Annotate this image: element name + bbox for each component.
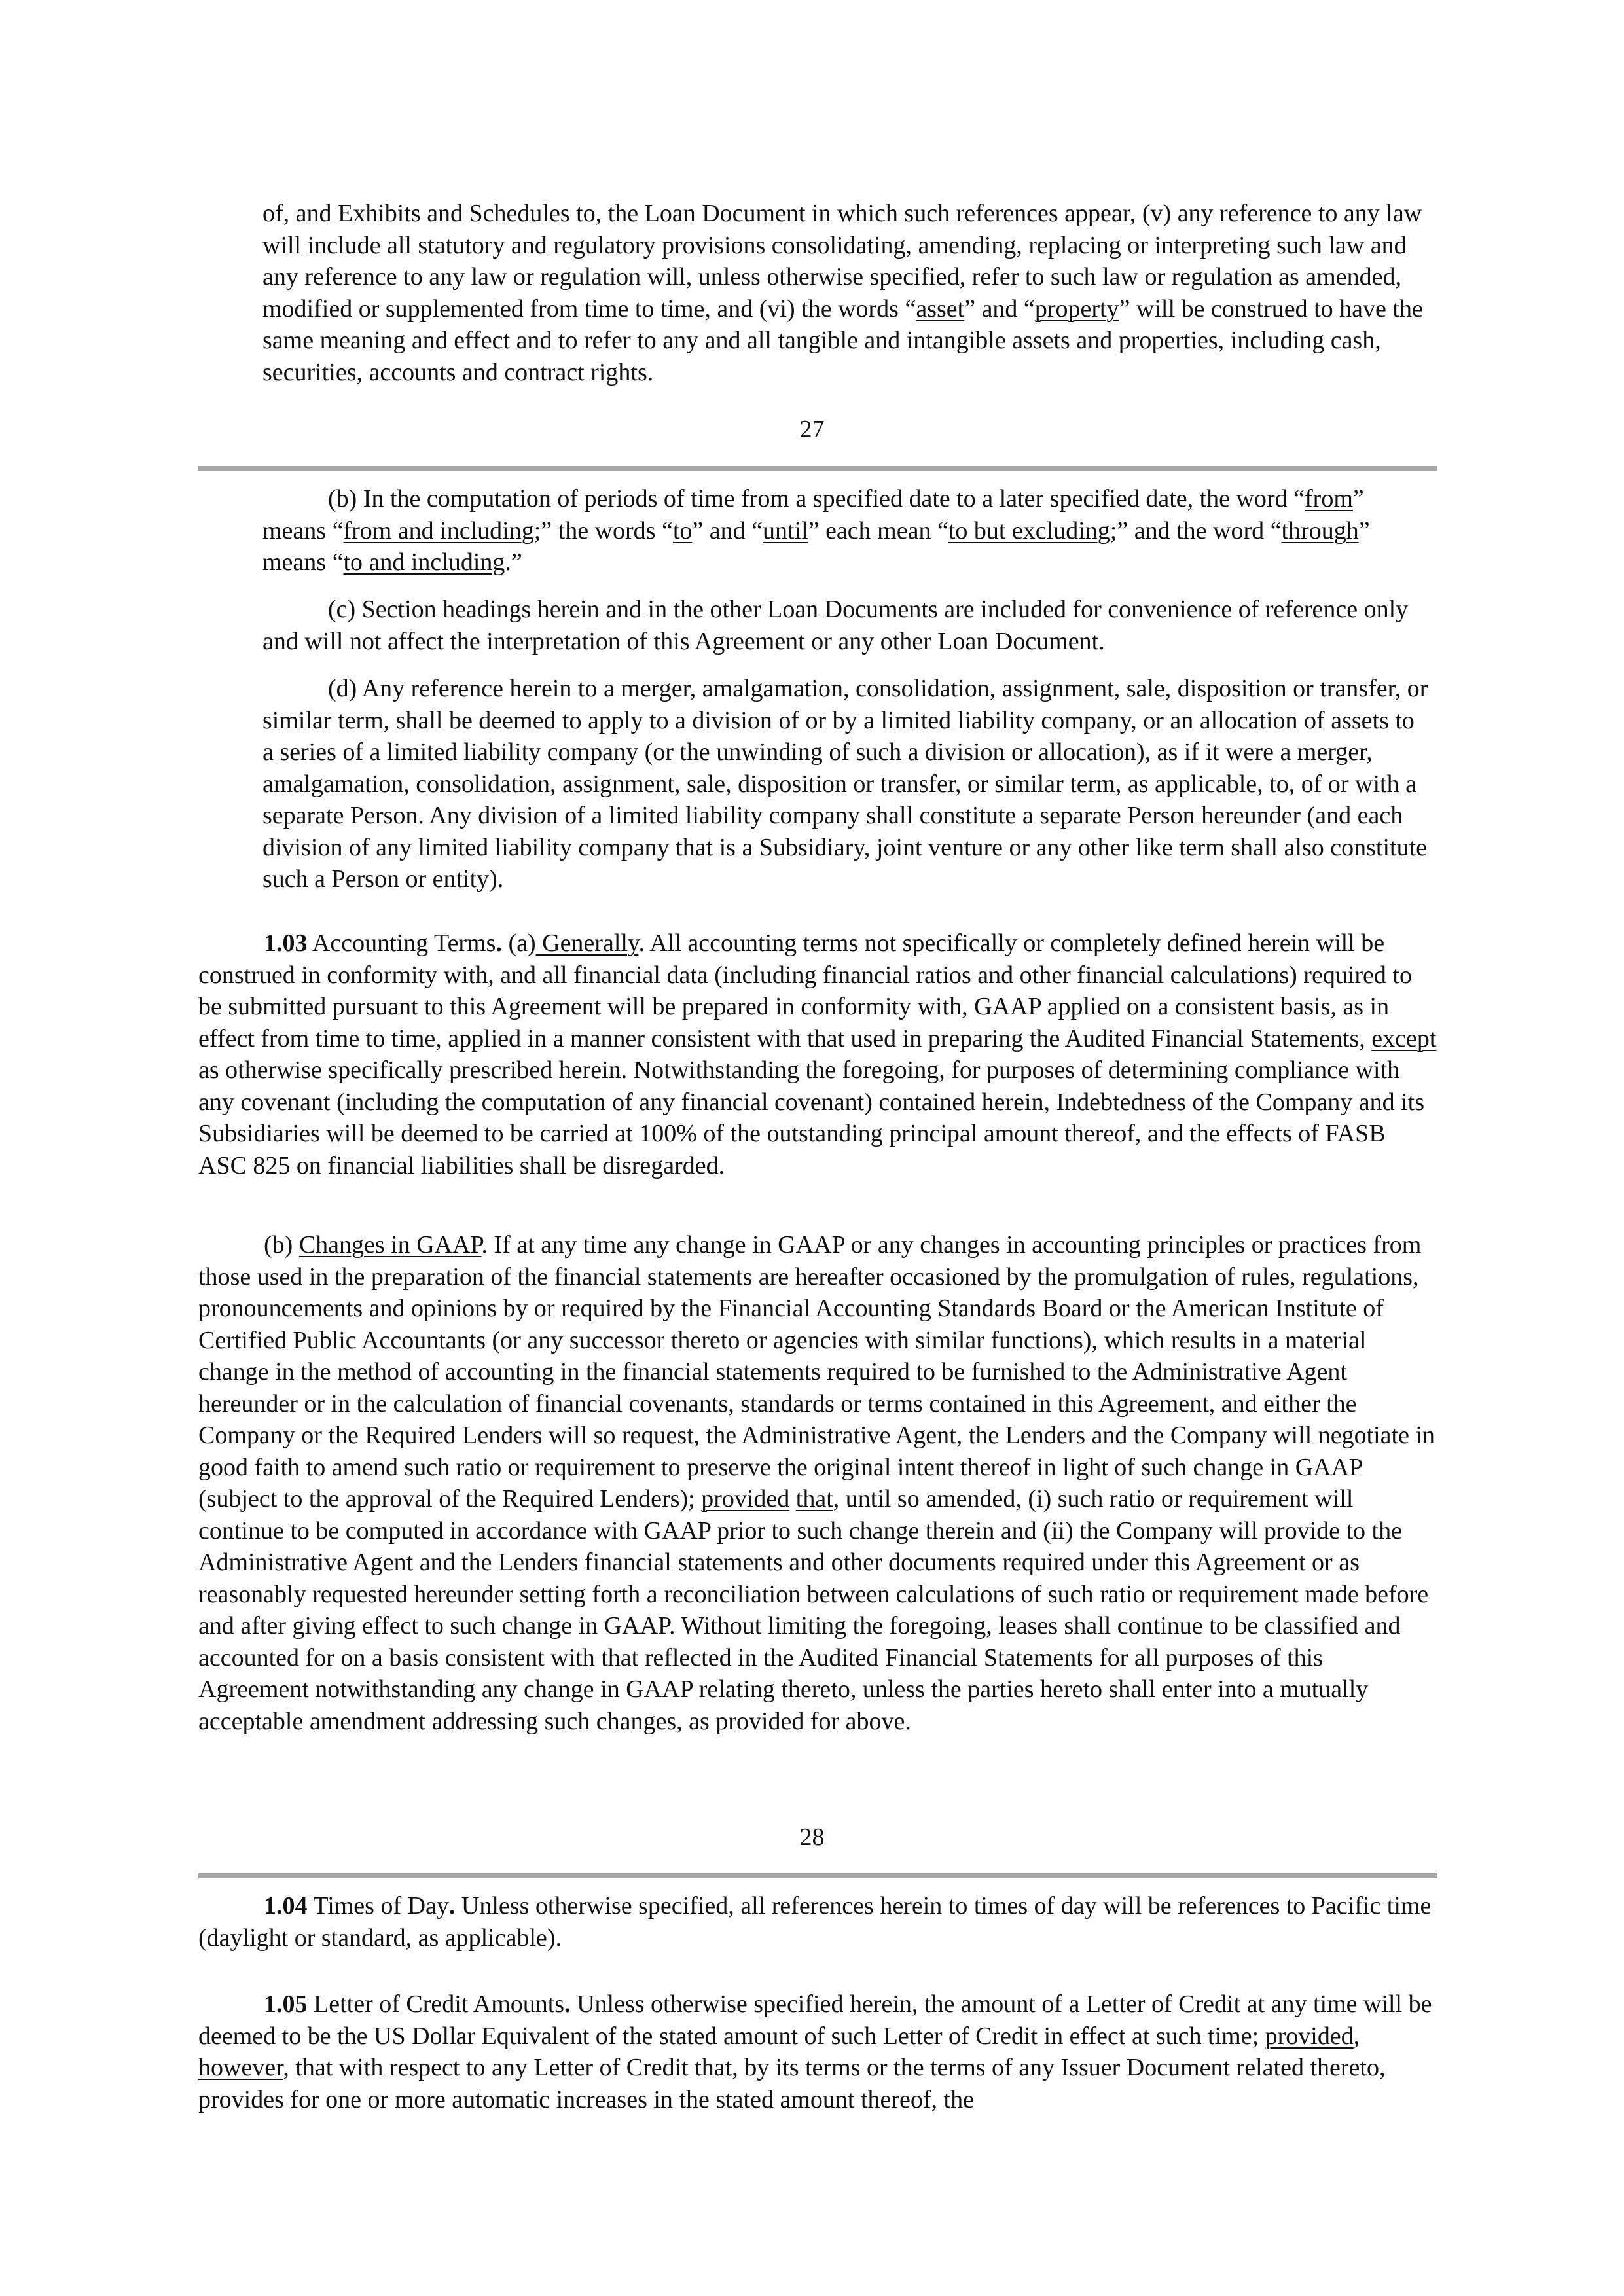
term-generally: Generally bbox=[535, 929, 639, 957]
section-number: 1.03 bbox=[264, 929, 308, 957]
term-changes-in-gaap: Changes in GAAP bbox=[298, 1231, 482, 1259]
page-break-rule bbox=[198, 1873, 1437, 1878]
section-1-05-letter-of-credit-amounts: 1.05 Letter of Credit Amounts. Unless otherwise specified herein, the amount of a Letter of Credit at any time will be deemed to be the US Dollar Equivalent of the stated amount of such Letter of Credit in effect at such time; provided, however, that with respect to any Letter of Credit that, by its terms or the terms of any Issuer Document related thereto, provides for one or more automatic increases in the stated amount thereof, the bbox=[198, 1990, 1432, 2113]
term-however: however bbox=[198, 2054, 283, 2081]
section-number: 1.04 bbox=[264, 1892, 308, 1920]
section-1-04-times-of-day: 1.04 Times of Day. Unless otherwise specified, all references herein to times of day will be references to Pacific time (daylight or standard, as applicable). bbox=[198, 1892, 1432, 1952]
page-break-rule bbox=[198, 466, 1437, 471]
term-property: property bbox=[1034, 295, 1119, 323]
term-to-but-excluding: to but excluding bbox=[948, 516, 1110, 545]
term-provided: provided bbox=[701, 1485, 790, 1513]
term-except: except bbox=[1371, 1024, 1437, 1052]
section-title: Accounting Terms bbox=[307, 929, 496, 957]
paragraph-interpretation-continued: of, and Exhibits and Schedules to, the Loan Document in which such references appear, (v) any reference to any law will include all statutory and regulatory provisions consolidating, amending, replacing or interpreting such law and any reference to any law or regulation will, unless otherwise specified, refer to such law or regulation as amended, modified or supplemented from time to time, and (vi) the words “asset” and “property” will be construed to have the same meaning and effect and to refer to any and all tangible and intangible assets and properties, including cash, securities, accounts and contract rights. bbox=[262, 200, 1423, 386]
page-number: 28 bbox=[799, 1823, 825, 1851]
term-provided: provided bbox=[1265, 2022, 1354, 2050]
term-to-and-including: to and including bbox=[343, 548, 505, 576]
section-title: Times of Day bbox=[307, 1892, 449, 1920]
section-title: Letter of Credit Amounts bbox=[307, 1990, 565, 2018]
paragraph-section-headings: (c) Section headings herein and in the other Loan Documents are included for convenience of reference only and will not affect the interpretation of this Agreement or any other Loan Document. bbox=[262, 596, 1409, 655]
section-number: 1.05 bbox=[264, 1990, 308, 2018]
term-to: to bbox=[672, 516, 693, 545]
term-from: from bbox=[1305, 485, 1353, 512]
term-asset: asset bbox=[916, 295, 965, 323]
section-1-03-accounting-terms: 1.03 Accounting Terms. (a) Generally. All accounting terms not specifically or completely defined herein will be construed in conformity with, and all financial data (including financial ratios and other financial calculations) required to be submitted pursuant to this Agreement will be prepared in conformity with, GAAP applied on a consistent basis, as in effect from time to time, applied in a manner consistent with that used in preparing the Audited Financial Statements, except as otherwise specifically prescribed herein. Notwithstanding the foregoing, for purposes of determining compliance with any covenant (including the computation of any financial covenant) contained herein, Indebtedness of the Company and its Subsidiaries will be deemed to be carried at 100% of the outstanding principal amount thereof, and the effects of FASB ASC 825 on financial liabilities shall be disregarded. bbox=[198, 929, 1437, 1179]
term-through: through bbox=[1281, 516, 1359, 545]
page-number: 27 bbox=[799, 416, 825, 443]
paragraph-computation-of-time: (b) In the computation of periods of time from a specified date to a later specified date, the word “from” means “from and including;” the words “to” and “until” each mean “to but excluding;” and the word “through” means “to and including.” bbox=[262, 485, 1370, 576]
term-until: until bbox=[763, 516, 808, 545]
paragraph-changes-in-gaap: (b) Changes in GAAP. If at any time any change in GAAP or any changes in accounting principles or practices from those used in the preparation of the financial statements are hereafter occasioned by the promulgation of rules, regulations, pronouncements and opinions by or required by the Financial Accounting Standards Board or the American Institute of Certified Public Accountants (or any successor thereto or agencies with similar functions), which results in a material change in the method of accounting in the financial statements required to be furnished to the Administrative Agent hereunder or in the calculation of financial covenants, standards or terms contained in this Agreement, and either the Company or the Required Lenders will so request, the Administrative Agent, the Lenders and the Company will negotiate in good faith to amend such ratio or requirement to preserve the original intent thereof in light of such change in GAAP (subject to the approval of the Required Lenders); provided that, until so amended, (i) such ratio or requirement will continue to be computed in accordance with GAAP prior to such change therein and (ii) the Company will provide to the Administrative Agent and the Lenders financial statements and other documents required under this Agreement or as reasonably requested hereunder setting forth a reconciliation between calculations of such ratio or requirement made before and after giving effect to such change in GAAP. Without limiting the foregoing, leases shall continue to be classified and accounted for on a basis consistent with that reflected in the Audited Financial Statements for all purposes of this Agreement notwithstanding any change in GAAP relating thereto, unless the parties hereto shall enter into a mutually acceptable amendment addressing such changes, as provided for above. bbox=[198, 1231, 1435, 1735]
term-from-and-including: from and including bbox=[343, 516, 534, 545]
paragraph-division-reference: (d) Any reference herein to a merger, amalgamation, consolidation, assignment, sale, disposition or transfer, or similar term, shall be deemed to apply to a division of or by a limited liability company, or an allocation of assets to a series of a limited liability company (or the unwinding of such a division or allocation), as if it were a merger, amalgamation, consolidation, assignment, sale, disposition or transfer, or similar term, as applicable, to, of or with a separate Person. Any division of a limited liability company shall constitute a separate Person hereunder (and each division of any limited liability company that is a Subsidiary, joint venture or any other like term shall also constitute such a Person or entity). bbox=[262, 675, 1428, 893]
term-that: that bbox=[795, 1485, 833, 1513]
